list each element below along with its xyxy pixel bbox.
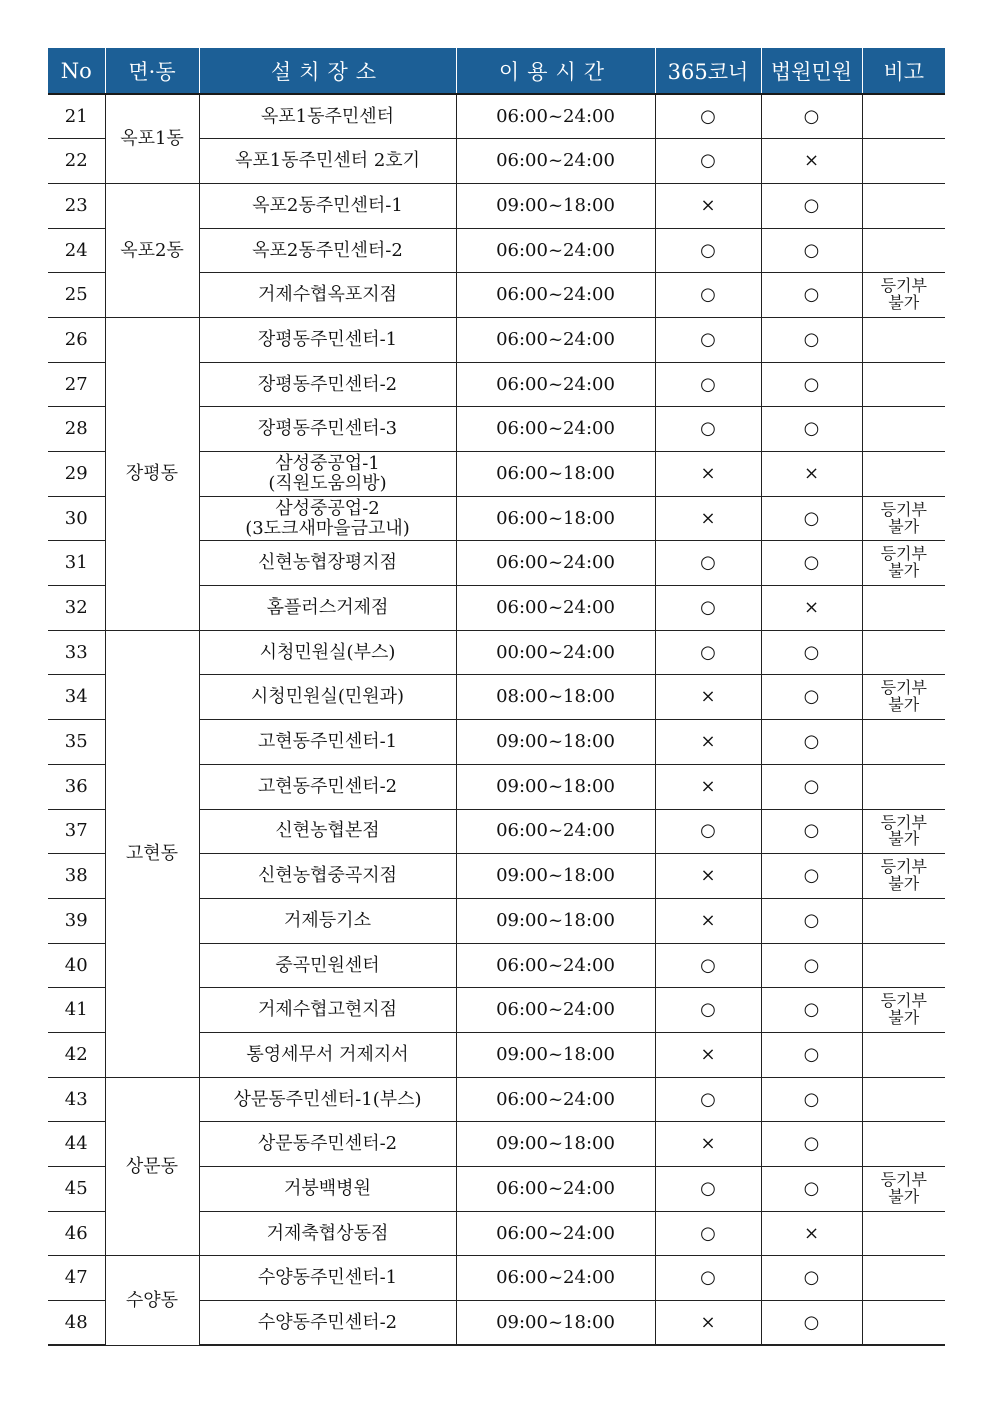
operating-hours: 06:00~24:00 <box>456 273 655 318</box>
operating-hours: 06:00~24:00 <box>456 1167 655 1212</box>
install-location <box>199 1167 456 1212</box>
court-service-availability: × <box>761 586 862 631</box>
operating-hours: 09:00~18:00 <box>456 764 655 809</box>
table-row <box>48 94 945 139</box>
note <box>862 630 945 675</box>
corner-365-availability: ○ <box>655 988 761 1033</box>
corner-365-availability: ○ <box>655 943 761 988</box>
install-location <box>199 1256 456 1301</box>
note <box>862 1167 945 1212</box>
install-location-line: 홈플러스거제점 <box>266 597 389 618</box>
court-service-availability: ○ <box>761 1167 862 1212</box>
row-number: 23 <box>48 183 105 228</box>
install-location-line: 신현농협본점 <box>275 820 380 842</box>
note-line: 등기부 <box>880 857 927 877</box>
install-location <box>199 675 456 720</box>
court-service-availability: × <box>761 1211 862 1256</box>
corner-365-availability: ○ <box>655 1256 761 1301</box>
install-location-line: 신현농협장평지점 <box>257 552 398 574</box>
operating-hours: 06:00~24:00 <box>456 139 655 184</box>
header-note: 비고 <box>862 48 945 94</box>
operating-hours: 06:00~24:00 <box>456 94 655 139</box>
install-location-line: 옥포2동주민센터-1 <box>252 194 403 216</box>
dong-name: 옥포1동 <box>105 94 199 183</box>
operating-hours: 09:00~18:00 <box>456 898 655 943</box>
install-location-line: 신현농협중곡지점 <box>257 865 398 887</box>
row-number: 35 <box>48 720 105 765</box>
operating-hours: 06:00~24:00 <box>456 407 655 452</box>
install-location-line: 거제수협고현지점 <box>257 999 398 1021</box>
row-number: 29 <box>48 452 105 497</box>
corner-365-availability: ○ <box>655 273 761 318</box>
install-location <box>199 1122 456 1167</box>
install-location-line: 옥포1동주민센터 2호기 <box>234 150 421 172</box>
note <box>862 362 945 407</box>
court-service-availability: ○ <box>761 809 862 854</box>
install-location-line: 거제축협상동점 <box>266 1222 389 1244</box>
install-location <box>199 764 456 809</box>
header-location: 설치장소 <box>199 48 456 94</box>
install-location <box>199 317 456 362</box>
court-service-availability: ○ <box>761 362 862 407</box>
install-location-line: 수양동주민센터-1 <box>257 1267 398 1289</box>
header-dong: 면·동 <box>105 48 199 94</box>
corner-365-availability: × <box>655 1122 761 1167</box>
court-service-availability: × <box>761 139 862 184</box>
operating-hours: 06:00~24:00 <box>456 988 655 1033</box>
kiosk-location-table <box>48 48 945 1346</box>
corner-365-availability: ○ <box>655 630 761 675</box>
court-service-availability: ○ <box>761 988 862 1033</box>
operating-hours: 09:00~18:00 <box>456 854 655 899</box>
install-location-line: 삼성중공업-1 <box>275 453 380 475</box>
operating-hours: 06:00~24:00 <box>456 943 655 988</box>
install-location <box>199 183 456 228</box>
note-line: 등기부 <box>880 812 927 832</box>
dong-name: 상문동 <box>105 1077 199 1256</box>
header-hours: 이용시간 <box>456 48 655 94</box>
court-service-availability: ○ <box>761 228 862 273</box>
table-row <box>48 317 945 362</box>
install-location <box>199 273 456 318</box>
note <box>862 764 945 809</box>
table-row <box>48 1077 945 1122</box>
row-number: 34 <box>48 675 105 720</box>
court-service-availability: ○ <box>761 720 862 765</box>
court-service-availability: ○ <box>761 541 862 586</box>
row-number: 26 <box>48 317 105 362</box>
court-service-availability: ○ <box>761 496 862 541</box>
note-line: 등기부 <box>880 544 927 564</box>
install-location-line: 삼성중공업-2 <box>275 497 380 519</box>
install-location <box>199 452 456 497</box>
table-row <box>48 630 945 675</box>
row-number: 30 <box>48 496 105 541</box>
install-location-line: 거제수협옥포지점 <box>257 284 398 306</box>
note <box>862 988 945 1033</box>
row-number: 43 <box>48 1077 105 1122</box>
court-service-availability: ○ <box>761 943 862 988</box>
install-location <box>199 1301 456 1346</box>
court-service-availability: ○ <box>761 675 862 720</box>
note-line: 불가 <box>888 874 920 894</box>
court-service-availability: ○ <box>761 1077 862 1122</box>
corner-365-availability: ○ <box>655 139 761 184</box>
install-location-line: 장평동주민센터-1 <box>257 328 398 350</box>
table-row <box>48 183 945 228</box>
court-service-availability: ○ <box>761 183 862 228</box>
install-location-line: 시청민원실(부스) <box>259 641 396 663</box>
corner-365-availability: ○ <box>655 362 761 407</box>
install-location <box>199 809 456 854</box>
install-location <box>199 94 456 139</box>
note <box>862 94 945 139</box>
install-location-line: 시청민원실(민원과) <box>250 686 405 708</box>
court-service-availability: × <box>761 452 862 497</box>
table-body <box>48 94 945 1345</box>
note <box>862 407 945 452</box>
install-location-line: 거제등기소 <box>284 909 371 931</box>
corner-365-availability: × <box>655 1032 761 1077</box>
operating-hours: 00:00~24:00 <box>456 630 655 675</box>
court-service-availability: ○ <box>761 407 862 452</box>
corner-365-availability: × <box>655 496 761 541</box>
install-location <box>199 1077 456 1122</box>
note <box>862 452 945 497</box>
note-line: 불가 <box>888 561 920 581</box>
header-no: No <box>48 48 105 94</box>
install-location <box>199 1211 456 1256</box>
operating-hours: 09:00~18:00 <box>456 1301 655 1346</box>
install-location-line: 중곡민원센터 <box>275 954 380 976</box>
install-location-line: (직원도움의방) <box>268 472 387 494</box>
dong-name: 수양동 <box>105 1256 199 1345</box>
install-location-line: 장평동주민센터-2 <box>257 373 398 395</box>
install-location <box>199 407 456 452</box>
corner-365-availability: ○ <box>655 228 761 273</box>
note-line: 등기부 <box>880 276 927 296</box>
note-line: 불가 <box>888 829 920 849</box>
row-number: 41 <box>48 988 105 1033</box>
note <box>862 586 945 631</box>
row-number: 36 <box>48 764 105 809</box>
note <box>862 1122 945 1167</box>
note <box>862 854 945 899</box>
court-service-availability: ○ <box>761 1122 862 1167</box>
row-number: 32 <box>48 586 105 631</box>
row-number: 25 <box>48 273 105 318</box>
operating-hours: 08:00~18:00 <box>456 675 655 720</box>
note-line: 등기부 <box>880 1170 927 1190</box>
note-line: 불가 <box>888 1186 920 1206</box>
header-365-corner: 365코너 <box>655 48 761 94</box>
note-line: 등기부 <box>880 678 927 698</box>
row-number: 40 <box>48 943 105 988</box>
operating-hours: 06:00~24:00 <box>456 317 655 362</box>
install-location-line: 상문동주민센터-1(부스) <box>233 1088 422 1110</box>
row-number: 33 <box>48 630 105 675</box>
install-location <box>199 228 456 273</box>
operating-hours: 06:00~18:00 <box>456 452 655 497</box>
note <box>862 496 945 541</box>
corner-365-availability: × <box>655 452 761 497</box>
corner-365-availability: ○ <box>655 586 761 631</box>
row-number: 46 <box>48 1211 105 1256</box>
operating-hours: 09:00~18:00 <box>456 720 655 765</box>
install-location <box>199 720 456 765</box>
install-location <box>199 943 456 988</box>
row-number: 27 <box>48 362 105 407</box>
note <box>862 183 945 228</box>
row-number: 38 <box>48 854 105 899</box>
operating-hours: 09:00~18:00 <box>456 183 655 228</box>
operating-hours: 06:00~24:00 <box>456 1211 655 1256</box>
note <box>862 317 945 362</box>
note-line: 불가 <box>888 516 920 536</box>
operating-hours: 06:00~24:00 <box>456 586 655 631</box>
operating-hours: 06:00~24:00 <box>456 1256 655 1301</box>
row-number: 47 <box>48 1256 105 1301</box>
install-location <box>199 988 456 1033</box>
operating-hours: 09:00~18:00 <box>456 1032 655 1077</box>
header-court-service: 법원민원 <box>761 48 862 94</box>
install-location-line: (3도크새마을금고내) <box>245 517 410 539</box>
operating-hours: 06:00~24:00 <box>456 1077 655 1122</box>
row-number: 21 <box>48 94 105 139</box>
corner-365-availability: × <box>655 898 761 943</box>
court-service-availability: ○ <box>761 854 862 899</box>
install-location <box>199 1032 456 1077</box>
corner-365-availability: × <box>655 854 761 899</box>
note <box>862 1032 945 1077</box>
note <box>862 1211 945 1256</box>
corner-365-availability: ○ <box>655 94 761 139</box>
corner-365-availability: × <box>655 764 761 809</box>
operating-hours: 06:00~24:00 <box>456 809 655 854</box>
corner-365-availability: ○ <box>655 541 761 586</box>
corner-365-availability: ○ <box>655 407 761 452</box>
corner-365-availability: ○ <box>655 809 761 854</box>
table-row <box>48 1256 945 1301</box>
corner-365-availability: ○ <box>655 317 761 362</box>
dong-name: 고현동 <box>105 630 199 1077</box>
install-location-line: 상문동주민센터-2 <box>257 1133 398 1155</box>
court-service-availability: ○ <box>761 630 862 675</box>
install-location <box>199 362 456 407</box>
note <box>862 898 945 943</box>
install-location-line: 옥포2동주민센터-2 <box>252 239 403 261</box>
note-line: 등기부 <box>880 991 927 1011</box>
install-location <box>199 139 456 184</box>
row-number: 39 <box>48 898 105 943</box>
court-service-availability: ○ <box>761 764 862 809</box>
operating-hours: 06:00~24:00 <box>456 362 655 407</box>
note-line: 등기부 <box>880 499 927 519</box>
row-number: 48 <box>48 1301 105 1346</box>
court-service-availability: ○ <box>761 1256 862 1301</box>
note-line: 불가 <box>888 695 920 715</box>
note <box>862 1077 945 1122</box>
row-number: 44 <box>48 1122 105 1167</box>
court-service-availability: ○ <box>761 273 862 318</box>
install-location-line: 옥포1동주민센터 <box>260 105 395 127</box>
note-line: 불가 <box>888 1008 920 1028</box>
install-location <box>199 630 456 675</box>
row-number: 24 <box>48 228 105 273</box>
note <box>862 273 945 318</box>
row-number: 42 <box>48 1032 105 1077</box>
dong-name: 장평동 <box>105 317 199 630</box>
install-location-line: 장평동주민센터-3 <box>257 418 398 440</box>
note <box>862 1301 945 1346</box>
row-number: 37 <box>48 809 105 854</box>
corner-365-availability: × <box>655 675 761 720</box>
court-service-availability: ○ <box>761 1032 862 1077</box>
note <box>862 720 945 765</box>
corner-365-availability: ○ <box>655 1167 761 1212</box>
note <box>862 675 945 720</box>
install-location <box>199 541 456 586</box>
operating-hours: 06:00~18:00 <box>456 496 655 541</box>
corner-365-availability: ○ <box>655 1211 761 1256</box>
install-location-line: 수양동주민센터-2 <box>257 1311 398 1333</box>
operating-hours: 06:00~24:00 <box>456 228 655 273</box>
court-service-availability: ○ <box>761 1301 862 1346</box>
install-location <box>199 854 456 899</box>
operating-hours: 06:00~24:00 <box>456 541 655 586</box>
court-service-availability: ○ <box>761 94 862 139</box>
row-number: 28 <box>48 407 105 452</box>
note <box>862 228 945 273</box>
dong-name: 옥포2동 <box>105 183 199 317</box>
install-location <box>199 898 456 943</box>
note <box>862 1256 945 1301</box>
note <box>862 139 945 184</box>
corner-365-availability: × <box>655 1301 761 1346</box>
note <box>862 541 945 586</box>
operating-hours: 09:00~18:00 <box>456 1122 655 1167</box>
install-location-line: 고현동주민센터-2 <box>257 775 398 797</box>
court-service-availability: ○ <box>761 898 862 943</box>
install-location-line: 거붕백병원 <box>284 1177 371 1199</box>
corner-365-availability: × <box>655 183 761 228</box>
court-service-availability: ○ <box>761 317 862 362</box>
install-location <box>199 586 456 631</box>
row-number: 31 <box>48 541 105 586</box>
install-location <box>199 496 456 541</box>
install-location-line: 통영세무서 거제지서 <box>246 1043 409 1065</box>
note <box>862 809 945 854</box>
row-number: 22 <box>48 139 105 184</box>
corner-365-availability: × <box>655 720 761 765</box>
note-line: 불가 <box>888 293 920 313</box>
note <box>862 943 945 988</box>
table-header <box>48 48 945 94</box>
row-number: 45 <box>48 1167 105 1212</box>
install-location-line: 고현동주민센터-1 <box>257 731 398 753</box>
corner-365-availability: ○ <box>655 1077 761 1122</box>
